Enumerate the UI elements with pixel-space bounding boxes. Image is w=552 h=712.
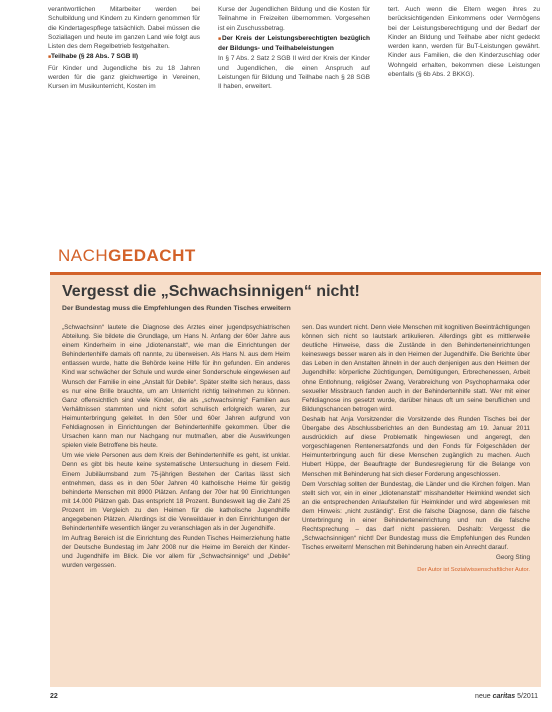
article-paragraph: Im Auftrag Bereich ist die Einrichtung des Runden Tisches Heimerziehung hatte der Deutsche Bundestag im Jahr 2008 nur die Heime im Bereich der Kinder- und Jugendhilfe im Blick. Die vor allem für „Schwachsinnige“ und „Debile“ wurden vergessen. bbox=[62, 535, 290, 570]
top-paragraph: Kurse der Jugendlichen Bildung und die Kosten für Teilnahme in Freizeiten übernommen. Vorgesehen ist ein Zuschussbetrag. bbox=[218, 6, 370, 32]
article-column-right bbox=[302, 323, 530, 576]
section-title-light: NACH bbox=[58, 246, 109, 265]
article-column-left bbox=[62, 323, 290, 572]
magazine-issue: 5/2011 bbox=[517, 693, 538, 700]
top-column-3 bbox=[388, 5, 540, 80]
author-caption: Der Autor ist Sozialwissenschaftlicher Autor. bbox=[417, 567, 530, 574]
section-title bbox=[58, 246, 196, 266]
top-paragraph: tert. Auch wenn die Eltern wegen ihres zu berücksichtigenden Einkommens oder Vermögens bei der Leistungsberechtigung und der Bedarf der Kinder an Bildung und Teilhabe aber nicht gedeckt werden kann, werden für BuT-Leistungen gewährt. Kinder aus Familien, die den Kinderzuschlag oder Wohngeld erhalten, bekommen diese Leistungen ebenfalls (§ 6b Abs. 2 BKKG). bbox=[388, 6, 540, 79]
section-title-bold: GEDACHT bbox=[108, 246, 196, 265]
article-paragraph: Deshalb hat Anja Vorsitzender die Vorsitzende des Runden Tisches bei der Übergabe des Abschlussberichtes an den Bundestag am 19. Januar 2011 ausdrücklich auf diese Problematik hingewiesen und angeregt, den vorgeschlagenen Rentenersatzfonds und den Fonds für Folgeschäden der Heimunterbringung auch für diese Menschen zugänglich zu machen. Auch Hubert Hüppe, der Beauftragte der Bundesregierung für die Belange von Menschen mit Behinderung hat sich dieser Forderung angeschlossen. bbox=[302, 415, 530, 478]
article-box bbox=[50, 272, 541, 687]
magazine-brand: caritas bbox=[492, 693, 516, 700]
top-paragraph: verantwortlichen Mitarbeiter werden bei Schulbildung und Kindern zu Kindern genommen für die Kindertagespflege tatsächlich. Dabei müssen die Soziallagen und heute im ganzen Land wie folgt aus Listen des dem Regelbetrieb festgehalten. bbox=[48, 6, 200, 51]
top-column-1 bbox=[48, 5, 200, 93]
article-paragraph: Dem Vorschlag sollten der Bundestag, die Länder und die Kirchen folgen. Man stellt sich vor, ein in einer „Idiotenanstalt“ misshandelter Heimkind wendet sich an die entsprechenden Anlaufstellen für Heimkinder und wird abgewiesen mit dem Hinweis: „nicht zuständig“. Erst die falsche Diagnose, dann die falsche Unterbringung in einer Behinderteneinrichtung und nun die falsche Rechtsprechung – das darf nicht passieren. Deshalb: Vergesst die „Schwachsinnigen“ nicht! Der Bundestag muss die Empfehlungen des Runden Tisches erweitern! Menschen mit Behinderung haben ein Anrecht darauf. bbox=[302, 480, 530, 552]
article-paragraph: sen. Das wundert nicht. Denn viele Menschen mit kognitiven Beeinträchtigungen können sich nicht so lautstark artikulieren. Allerdings gibt es mittlerweile deutliche Hinweise, dass die Zustände in den Behinderteneinrichtungen keineswegs besser waren als in den Heimen der Jugendhilfe. Die Berichte über das Leben in den Anstalten ähneln in der auch denjenigen aus den Heimen der Jugendhilfe: körperliche Züchtigungen, Demütigungen, Erbrechenessen, Arbeit ohne Entlohnung, religiöser Zwang, Verabreichung von Psychopharmaka oder sexueller Missbrauch fanden auch in der Behindertenhilfe statt. Wer mit einer Fehldiagnose ins gesetzt wurde, darüber hinaus oft um seine beruflichen und Bildungschancen betrogen wird. bbox=[302, 324, 530, 413]
top-paragraph: Für Kinder und Jugendliche bis zu 18 Jahren werden für die ganz gleichwertige in Vereinen, Kursen im Musikunterricht, Kosten im bbox=[48, 64, 200, 91]
top-paragraph: In § 7 Abs. 2 Satz 2 SGB II wird der Kreis der Kinder und Jugendlichen, die einen Anspruch auf Leistungen für Bildung und Teilhabe nach § 28 SGB II haben, erweitert. bbox=[218, 55, 370, 91]
article-paragraph: „Schwachsinn“ lautete die Diagnose des Arztes einer jugendpsychiatrischen Abteilung. Sie bildete die Grundlage, um Hans N. Anfang der 60er Jahre aus einem Kinderheim in eine „Idiotenanstalt“, wie man die Einrichtungen der Behindertenhilfe damals oft nannte, zu überweisen. Als Hans N. aus dem Heim entlassen wurde, hatte die Behörde keine Hilfe für ihn gefunden. Ein anderes Kind war schwächer der Schule und wurde einer Sonderschule eingewiesen auf Wunsch der Familie in eine „Anstalt für Debile“. Später stellte sich heraus, dass es nur eine Brille brauchte, um am Unterricht richtig teilnehmen zu können. Ganz offensichtlich sind viele Kinder, die als „schwachsinnig“ Familien aus Verhältnissen stammten und nicht sofort schulisch erfolgreich waren, zur Heimunterbringung geleitet. In den 50er und 60er Jahren aufgrund von Fehldiagnosen in Einrichtungen der Behindertenhilfe gekommen. Über die Ursachen kann man nur Nachgang nur mutmaßen, aber die Auswirkungen spielen viele Betroffene bis heute. bbox=[62, 324, 290, 450]
top-column-2 bbox=[218, 5, 370, 93]
magazine-footer bbox=[475, 693, 538, 700]
page-number: 22 bbox=[50, 693, 58, 700]
article-paragraph: Um wie viele Personen aus dem Kreis der Behindertenhilfe es geht, ist unklar. Denn es gibt bis heute keine systematische Untersuchung in diesem Feld. Einem Jubiläumsband zum 75-jährigen Bestehen der Caritas lässt sich entnehmen, dass es in den 50er Jahren 40 katholische Heime für geistig behinderte Menschen mit 8900 Plätzen. Anfang der 70er hat 90 Einrichtungen mit 14.000 Plätzen gab. Das entspricht 18 Prozent. Bundesweit lag die Zahl 25 Prozent im Vergleich zu den Heimen für die katholische Jugendhilfe angegebenen Plätzen. Allerdings ist die Verweildauer in den Einrichtungen der Behindertenhilfe wesentlich länger zu veranschlagen als in der Jugendhilfe. bbox=[62, 452, 290, 533]
article-subtitle: Der Bundestag muss die Empfehlungen des Runden Tisches erweitern bbox=[62, 305, 291, 312]
top-subheading: ■ Der Kreis der Leistungsberechtigten bezüglich der Bildungs- und Teilhabeleistungen bbox=[218, 34, 370, 54]
magazine-prefix: neue bbox=[475, 693, 491, 700]
article-title: Vergesst die „Schwachsinnigen“ nicht! bbox=[62, 283, 360, 300]
top-subheading: ■ Teilhabe (§ 28 Abs. 7 SGB II) bbox=[48, 52, 200, 62]
top-text-columns bbox=[48, 5, 540, 250]
article-author: Georg Sting bbox=[495, 554, 530, 562]
